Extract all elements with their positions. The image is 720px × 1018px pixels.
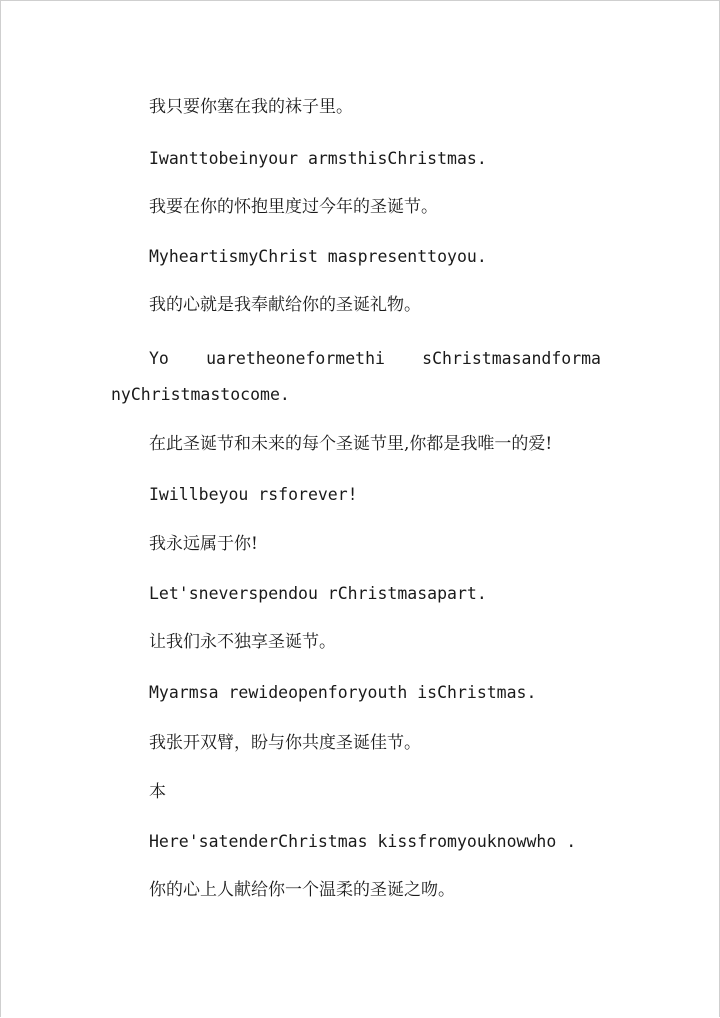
text-line: 你的心上人献给你一个温柔的圣诞之吻。 xyxy=(149,880,455,900)
text-line: 我要在你的怀抱里度过今年的圣诞节。 xyxy=(149,197,438,217)
text-line: Iwillbeyou rsforever! xyxy=(149,485,358,504)
text-line: 我的心就是我奉献给你的圣诞礼物。 xyxy=(149,295,421,315)
text-line: MyheartismyChrist maspresenttoyou. xyxy=(149,247,487,266)
text-line: 我只要你塞在我的袜子里。 xyxy=(149,97,353,117)
text-line: 在此圣诞节和未来的每个圣诞节里,你都是我唯一的爱! xyxy=(149,434,553,454)
text-line: 让我们永不独享圣诞节。 xyxy=(149,632,336,652)
text-line: 本 xyxy=(149,782,166,802)
text-line: Here'satenderChristmas kissfromyouknowwho . xyxy=(149,832,577,851)
text-line: 我张开双臂，盼与你共度圣诞佳节。 xyxy=(149,733,421,753)
text-paragraph: Yo uaretheoneformethi sChristmasandforma nyChristmastocome. xyxy=(111,349,601,404)
text-line: Myarmsa rewideopenforyouth isChristmas. xyxy=(149,683,537,702)
text-line: Iwanttobeinyour armsthisChristmas. xyxy=(149,149,487,168)
text-line: Let'sneverspendou rChristmasapart. xyxy=(149,584,487,603)
text-line: 我永远属于你! xyxy=(149,534,258,554)
